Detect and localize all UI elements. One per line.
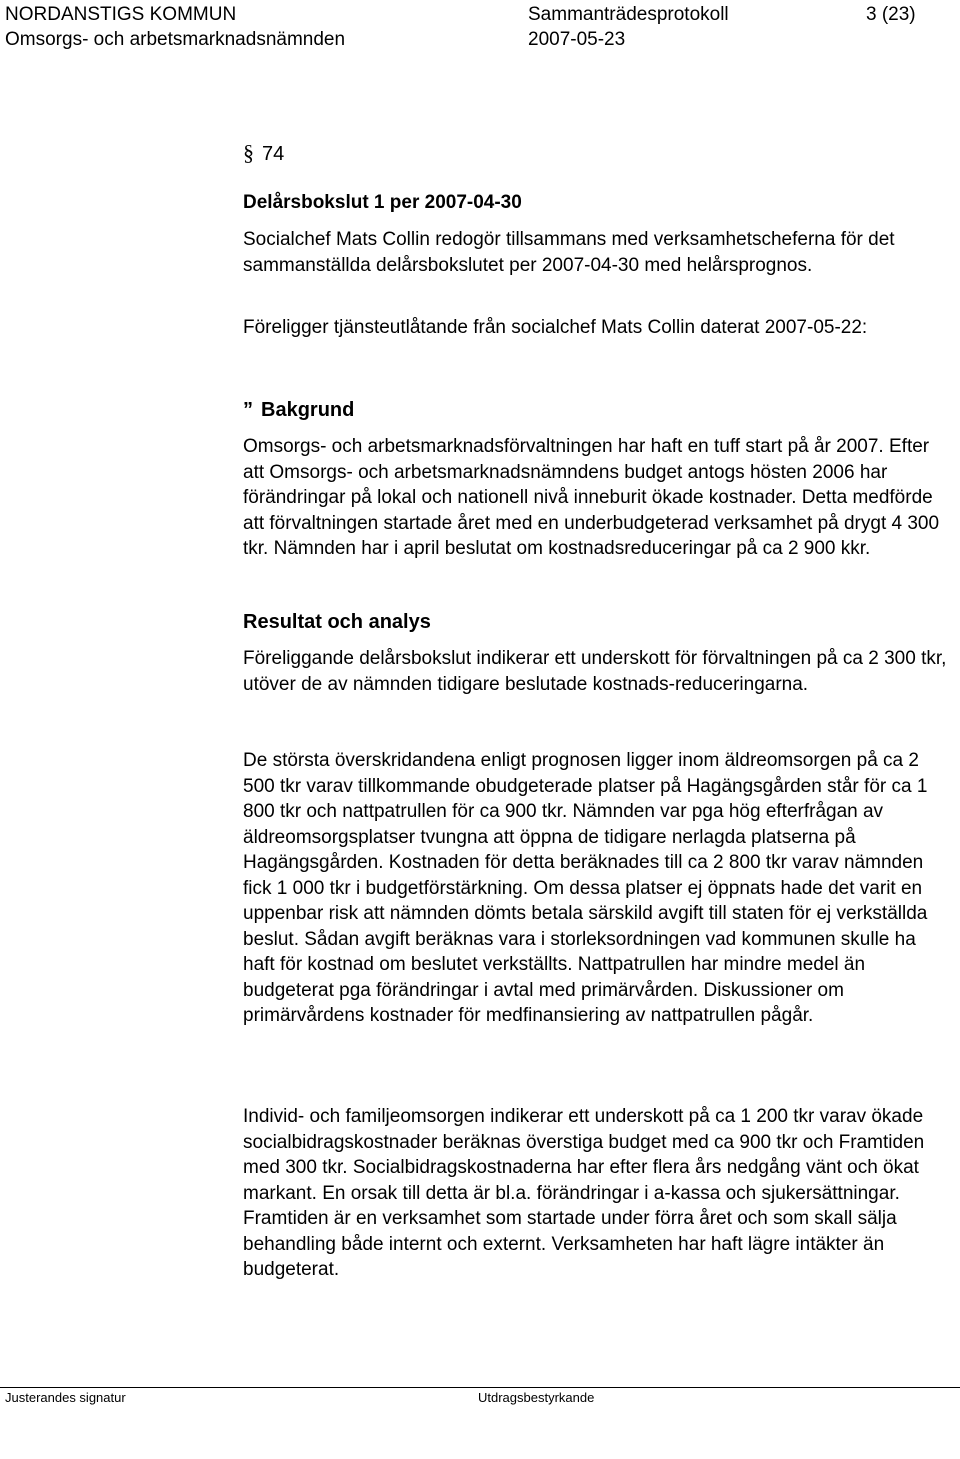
extract-certification-label: Utdragsbestyrkande [478,1390,595,1405]
footer-divider [0,1387,960,1388]
intro-paragraph: Socialchef Mats Collin redogör tillsammans med verksamhetscheferna för det sammanställda delårsbokslutet per 2007-04-30 med helårsprognos. [243,229,895,276]
results-heading: Resultat och analys [243,611,431,633]
background-heading [243,398,354,423]
paragraph-symbol: § [243,140,254,165]
page-number: 3 (23) [866,4,916,25]
statement-paragraph: Föreligger tjänsteutlåtande från socialchef Mats Collin daterat 2007-05-22: [243,317,868,338]
committee-name: Omsorgs- och arbetsmarknadsnämnden [5,29,346,50]
protocol-type: Sammanträdesprotokoll [528,4,729,25]
results-paragraph-1: Föreliggande delårsbokslut indikerar ett underskott för förvaltningen på ca 2 300 tkr, utöver de av nämnden tidigare beslutade kostnads-reduceringarna. [243,648,947,695]
meeting-date: 2007-05-23 [528,29,626,50]
section-number-value: 74 [262,143,285,165]
results-paragraph-3: Individ- och familjeomsorgen indikerar ett underskott på ca 1 200 tkr varav ökade socialbidragskostnader beräknas överstiga budget med ca 900 tkr och Framtiden med 300 tkr. Socialbidragskostnaderna har efter flera års nedgång vänt och ökat markant. En orsak till detta är bl.a. förändringar i a-kassa och sjukersättningar. Framtiden är en verksamhet som startade under förra året och som skall sälja behandling både internt och externt. Verksamheten har haft lägre intäkter än budgeterat. [243,1106,925,1280]
quote-mark: ” [243,399,253,421]
organization-name: NORDANSTIGS KOMMUN [5,4,237,25]
signature-label: Justerandes signatur [5,1390,126,1405]
background-paragraph: Omsorgs- och arbetsmarknadsförvaltningen har haft en tuff start på år 2007. Efter att Omsorgs- och arbetsmarknadsnämndens budget antogs hösten 2006 har förändringar på lokal och nationell nivå inneburit ökade kostnader. Detta medförde att förvaltningen startade året med en underbudgeterad verksamhet på drygt 4 300 tkr. Nämnden har i april beslutat om kostnadsreduceringar på ca 2 900 kkr. [243,436,940,559]
results-paragraph-2: De största överskridandena enligt prognosen ligger inom äldreomsorgen på ca 2 500 tkr varav tillkommande obudgeterade platser på Hagängsgården står för ca 1 800 tkr och nattpatrullen för ca 900 tkr. Nämnden var pga hög efterfrågan av äldreomsorgsplatser tvungna att öppna de tidigare nerlagda platserna på Hagängsgården. Kostnaden för detta beräknades till ca 2 800 tkr varav nämnden fick 1 000 tkr i budgetförstärkning. Om dessa platser ej öppnats hade det varit en uppenbar risk att nämnden dömts betala särskild avgift till staten för ej verkställda beslut. Sådan avgift beräknas vara i storleksordningen vad kommunen skulle ha haft för kostnad om beslutet verkställts. Nattpatrullen har mindre medel än budgeterat pga förändringar i avtal med primärvården. Diskussioner om primärvårdens kostnader för medfinansiering av nattpatrullen pågår. [243,750,928,1026]
section-title: Delårsbokslut 1 per 2007-04-30 [243,192,522,213]
background-heading-text: Bakgrund [261,399,355,421]
section-number [243,140,284,167]
